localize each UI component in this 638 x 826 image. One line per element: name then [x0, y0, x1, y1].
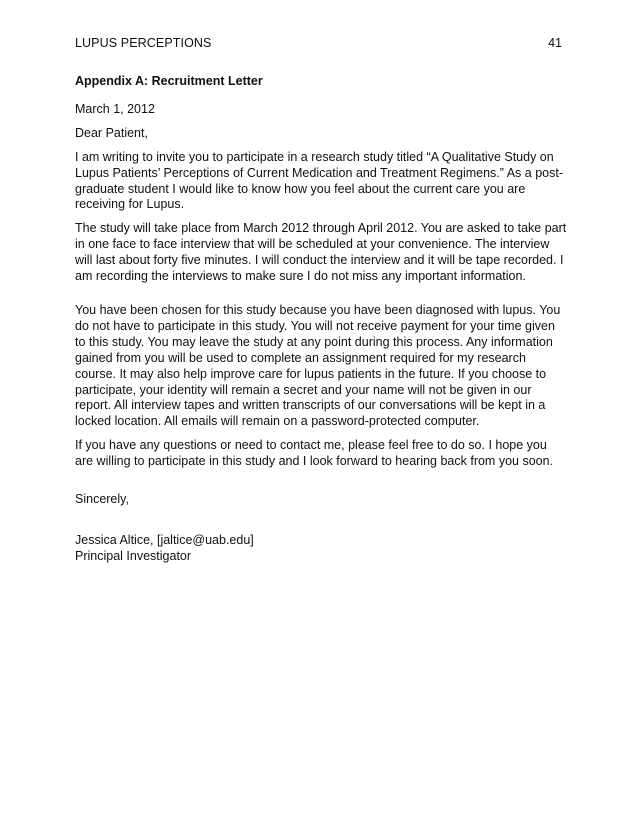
paragraph-invitation: I am writing to invite you to participate in a research study titled “A Qualitative Study on Lupus Patients’ Perceptions of Current Medication and Treatment Regimens.” As a post-graduate student I would like to know how you feel about the current care you are receiving for Lupus.	[75, 149, 563, 212]
appendix-heading: Appendix A: Recruitment Letter	[75, 74, 263, 88]
paragraph-contact: If you have any questions or need to contact me, please feel free to do so. I hope you are willing to participate in this study and I look forward to hearing back from you soon.	[75, 438, 554, 469]
closing: Sincerely,	[75, 492, 129, 507]
running-head: LUPUS PERCEPTIONS	[75, 36, 212, 50]
letter-date: March 1, 2012	[75, 101, 155, 116]
paragraph-participation: You have been chosen for this study because you have been diagnosed with lupus. You do not have to participate in this study. You will not receive payment for your time given to this study. You may leave the study at any point during this process. Any information gained from you will be used to complete an assignment required for my research course. It may also help improve care for lupus patients in the future. If you choose to participate, your identity will remain a secret and your name will not be given in our report. All interview tapes and written transcripts of our conversations will be kept in a locked location. All emails will remain on a password-protected computer.	[75, 302, 561, 429]
salutation: Dear Patient,	[75, 125, 148, 140]
letter-body	[75, 74, 567, 565]
page-number: 41	[548, 36, 562, 50]
paragraph-study-details: The study will take place from March 2012 through April 2012. You are asked to take part in one face to face interview that will be scheduled at your convenience. The interview will last about forty five minutes. I will conduct the interview and it will be tape recorded. I am recording the interviews to make sure I do not miss any important information.	[75, 221, 567, 284]
signature-name: Jessica Altice, [jaltice@uab.edu]	[75, 532, 254, 547]
signature-title: Principal Investigator	[75, 548, 192, 563]
